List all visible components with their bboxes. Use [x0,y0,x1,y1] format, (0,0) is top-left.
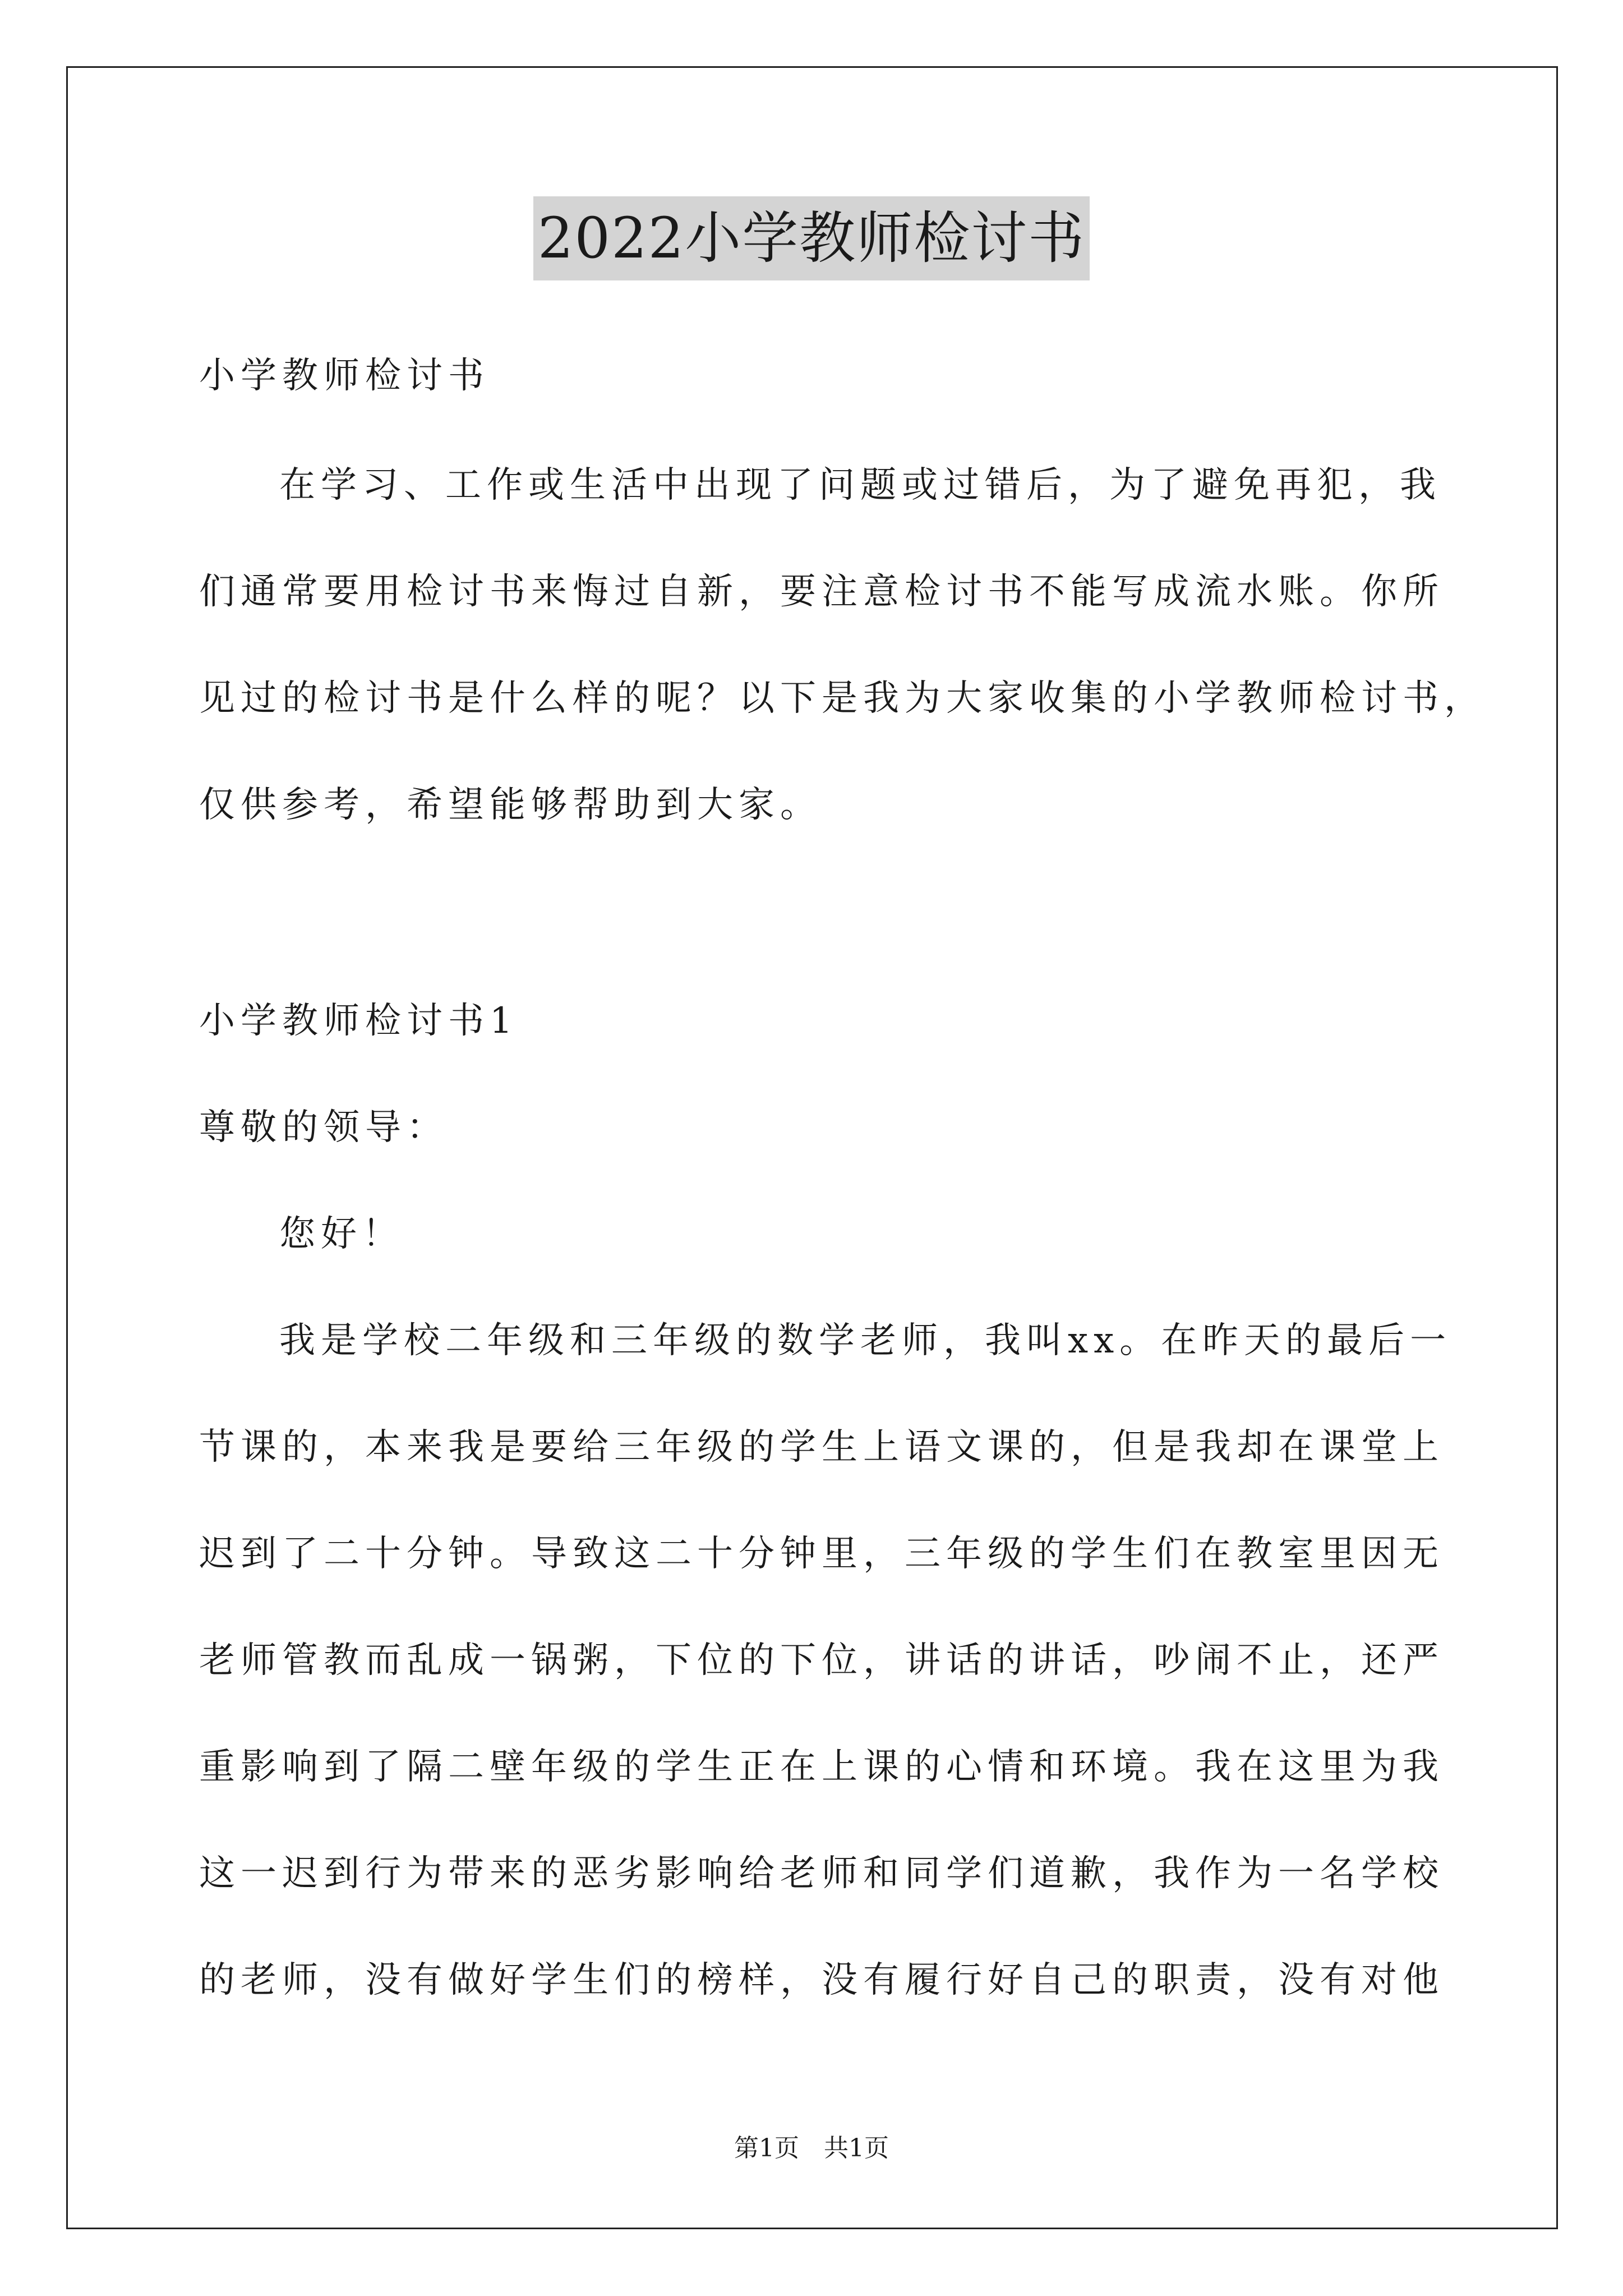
page-number-footer: 第1页 共1页 [734,2134,889,2162]
intro-paragraph-line: 仅供参考，希望能够帮助到大家。 [199,784,822,826]
body-paragraph-line: 老师管教而乱成一锅粥，下位的下位，讲话的讲话，吵闹不止，还严 [199,1640,1444,1681]
body-paragraph-line: 我是学校二年级和三年级的数学老师，我叫xx。在昨天的最后一 [279,1320,1452,1361]
section-heading: 小学教师检讨书1 [199,1000,518,1042]
intro-paragraph-line: 见过的检讨书是什么样的呢？以下是我为大家收集的小学教师检讨书， [199,678,1486,719]
intro-heading: 小学教师检讨书 [199,355,490,397]
greeting: 您好！ [279,1213,404,1255]
body-paragraph-line: 节课的，本来我是要给三年级的学生上语文课的，但是我却在课堂上 [199,1427,1444,1468]
body-paragraph-line: 迟到了二十分钟。导致这二十分钟里，三年级的学生们在教室里因无 [199,1533,1444,1575]
body-paragraph-line: 重影响到了隔二壁年级的学生正在上课的心情和环境。我在这里为我 [199,1746,1444,1788]
body-paragraph-line: 这一迟到行为带来的恶劣影响给老师和同学们道歉，我作为一名学校 [199,1853,1444,1894]
document-title: 2022小学教师检讨书 [533,196,1090,280]
intro-paragraph-line: 在学习、工作或生活中出现了问题或过错后，为了避免再犯，我 [279,464,1441,506]
title-container [0,196,1623,280]
salutation: 尊敬的领导： [199,1107,448,1148]
body-paragraph-line: 的老师，没有做好学生们的榜样，没有履行好自己的职责，没有对他 [199,1959,1444,2001]
intro-paragraph-line: 们通常要用检讨书来悔过自新，要注意检讨书不能写成流水账。你所 [199,571,1444,613]
